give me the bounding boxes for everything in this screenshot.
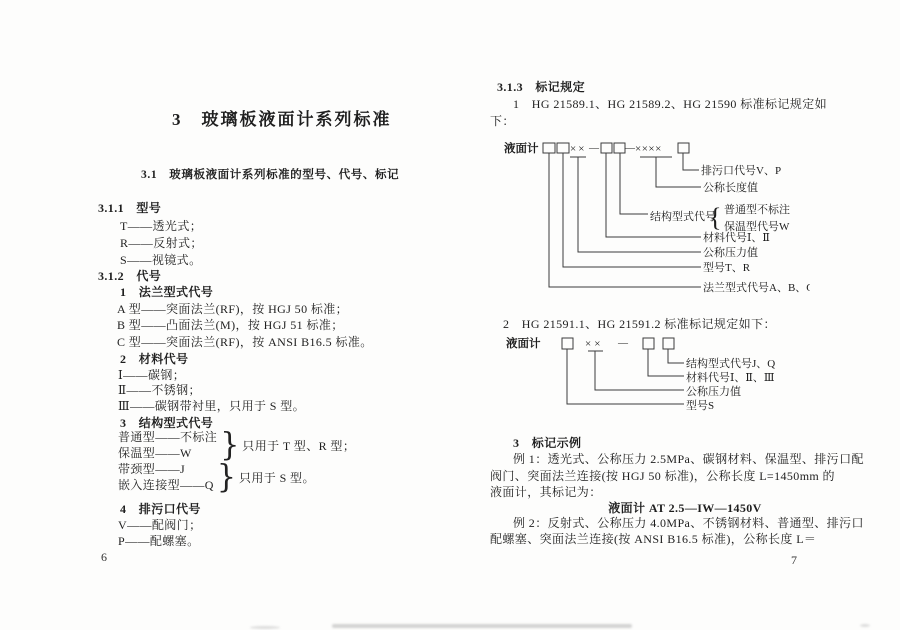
diagram-label-model: 型号T、R [703,262,751,274]
diagram-label-material: 材料代号Ⅰ、Ⅱ、Ⅲ [686,372,775,384]
designation-diagram-1 [500,140,810,300]
section-title: 3 玻璃板液面计系列标准 [172,110,392,129]
structure-note: 只用于 S 型。 [238,471,315,485]
structure-options [118,462,214,493]
drain-item: P——配螺塞。 [118,534,200,548]
heading-3-1-3: 3.1.3 标记规定 [497,80,586,94]
structure-options [118,430,217,461]
structure-group-s [118,458,315,496]
diagram-label-structure: 结构型式代号 [650,211,716,223]
material-code-heading: 2 材料代号 [120,352,189,366]
diagram-label-structure: 结构型式代号J、Q [686,358,776,370]
example1-line: 阀门、突面法兰连接(按 HGJ 50 标准)，公称长度 L=1450mm 的 [490,469,835,483]
flange-item: A 型——突面法兰(RF)，按 HGJ 50 标准； [117,302,349,316]
material-item: Ⅰ——碳钢； [118,368,186,382]
structure-note: 只用于 T 型、R 型； [242,439,356,453]
example1-line: 液面计，其标记为： [490,485,602,499]
diagram-label-structure-opt2: 保温型代号W [724,221,790,233]
drain-code-heading: 4 排污口代号 [120,502,201,516]
rule1-text-line: 下： [490,114,515,128]
material-item: Ⅱ——不锈钢； [118,383,201,397]
diagram-label-structure-opt1: 普通型不标注 [724,204,790,216]
page-number-left: 6 [101,550,108,564]
scan-artifact-smudge [250,626,280,629]
diagram-label-length: 公称长度值 [703,182,758,194]
cross-placeholders: ×× [585,338,604,350]
connector-line [668,349,684,363]
flange-item: C 型——突面法兰(RF)，按 ANSI B16.5 标准。 [117,335,373,349]
type-item: R——反射式； [120,236,203,250]
drain-item: V——配阀门； [118,518,202,532]
cross-placeholders: ×× [570,143,587,155]
code-box [543,143,555,153]
diagram-label-model: 型号S [686,400,715,412]
type-item: T——透光式； [120,219,203,233]
scan-artifact-smudge [332,624,632,628]
code-box [663,338,674,349]
connector-line [683,153,699,170]
connector-line [588,351,684,390]
structure-option: 普通型——不标注 [118,430,218,444]
diagram-prefix: 液面计 [504,143,539,155]
diagram-label-drain: 排污口代号V、P [701,165,782,177]
dash-separator: — [618,338,628,349]
connector-line [620,153,648,214]
examples-heading: 3 标记示例 [513,436,582,450]
heading-3-1-1: 3.1.1 型号 [98,201,162,215]
example2-line: 例 2：反射式、公称压力 4.0MPa、不锈钢材料、普通型、排污口 [513,516,864,530]
scan-artifact-smudge [860,624,870,627]
code-box [678,143,689,153]
material-item: Ⅲ——碳钢带衬里，只用于 S 型。 [118,399,306,413]
connector-line [570,157,701,252]
code-box [562,338,573,349]
diagram-label-pressure: 公称压力值 [703,247,758,259]
left-brace-glyph: { [709,203,722,232]
flange-item: B 型——凸面法兰(M)，按 HGJ 51 标准； [117,318,344,332]
example1-designation-mark: 液面计 AT 2.5—IW—1450V [608,501,762,515]
structure-code-heading: 3 结构型式代号 [120,416,214,430]
dash-separator: — [589,143,599,154]
code-box [601,143,612,153]
diagram-label-flange: 法兰型式代号A、B、C [703,282,810,294]
example2-line: 配螺塞、突面法兰连接(按 ANSI B16.5 标准)，公称长度 L＝ [490,532,817,546]
connector-line [640,157,701,187]
structure-option: 带颈型——J [118,462,186,476]
rule1-text-line: 1 HG 21589.1、HG 21589.2、HG 21590 标准标记规定如 [513,97,827,111]
structure-group-tr [118,426,356,464]
example1-line: 例 1：透光式、公称压力 2.5MPa、碳钢材料、保温型、排污口配 [513,452,864,466]
designation-diagram-2 [500,330,810,420]
right-brace-glyph: } [216,458,236,496]
connector-line [563,153,701,267]
right-brace-glyph: } [220,426,240,464]
flange-code-heading: 1 法兰型式代号 [120,285,214,299]
code-box [557,143,569,153]
page-number-right: 7 [791,553,798,567]
diagram-prefix: 液面计 [506,338,541,350]
heading-3-1-2: 3.1.2 代号 [98,269,162,283]
code-box [643,338,654,349]
type-item: S——视镜式。 [120,253,202,267]
diagram-label-pressure: 公称压力值 [686,386,741,398]
cross-placeholders: ×××× [635,143,662,155]
rule2-text-line: 2 HG 21591.1、HG 21591.2 标准标记规定如下： [503,317,776,331]
diagram-label-material: 材料代号Ⅰ、Ⅱ [703,232,770,244]
code-box [614,143,625,153]
dash-separator: — [625,143,635,154]
structure-option: 保温型——W [118,445,192,460]
section-subtitle: 3.1 玻璃板液面计系列标准的型号、代号、标记 [141,169,400,181]
structure-option: 嵌入连接型——Q [118,477,214,492]
